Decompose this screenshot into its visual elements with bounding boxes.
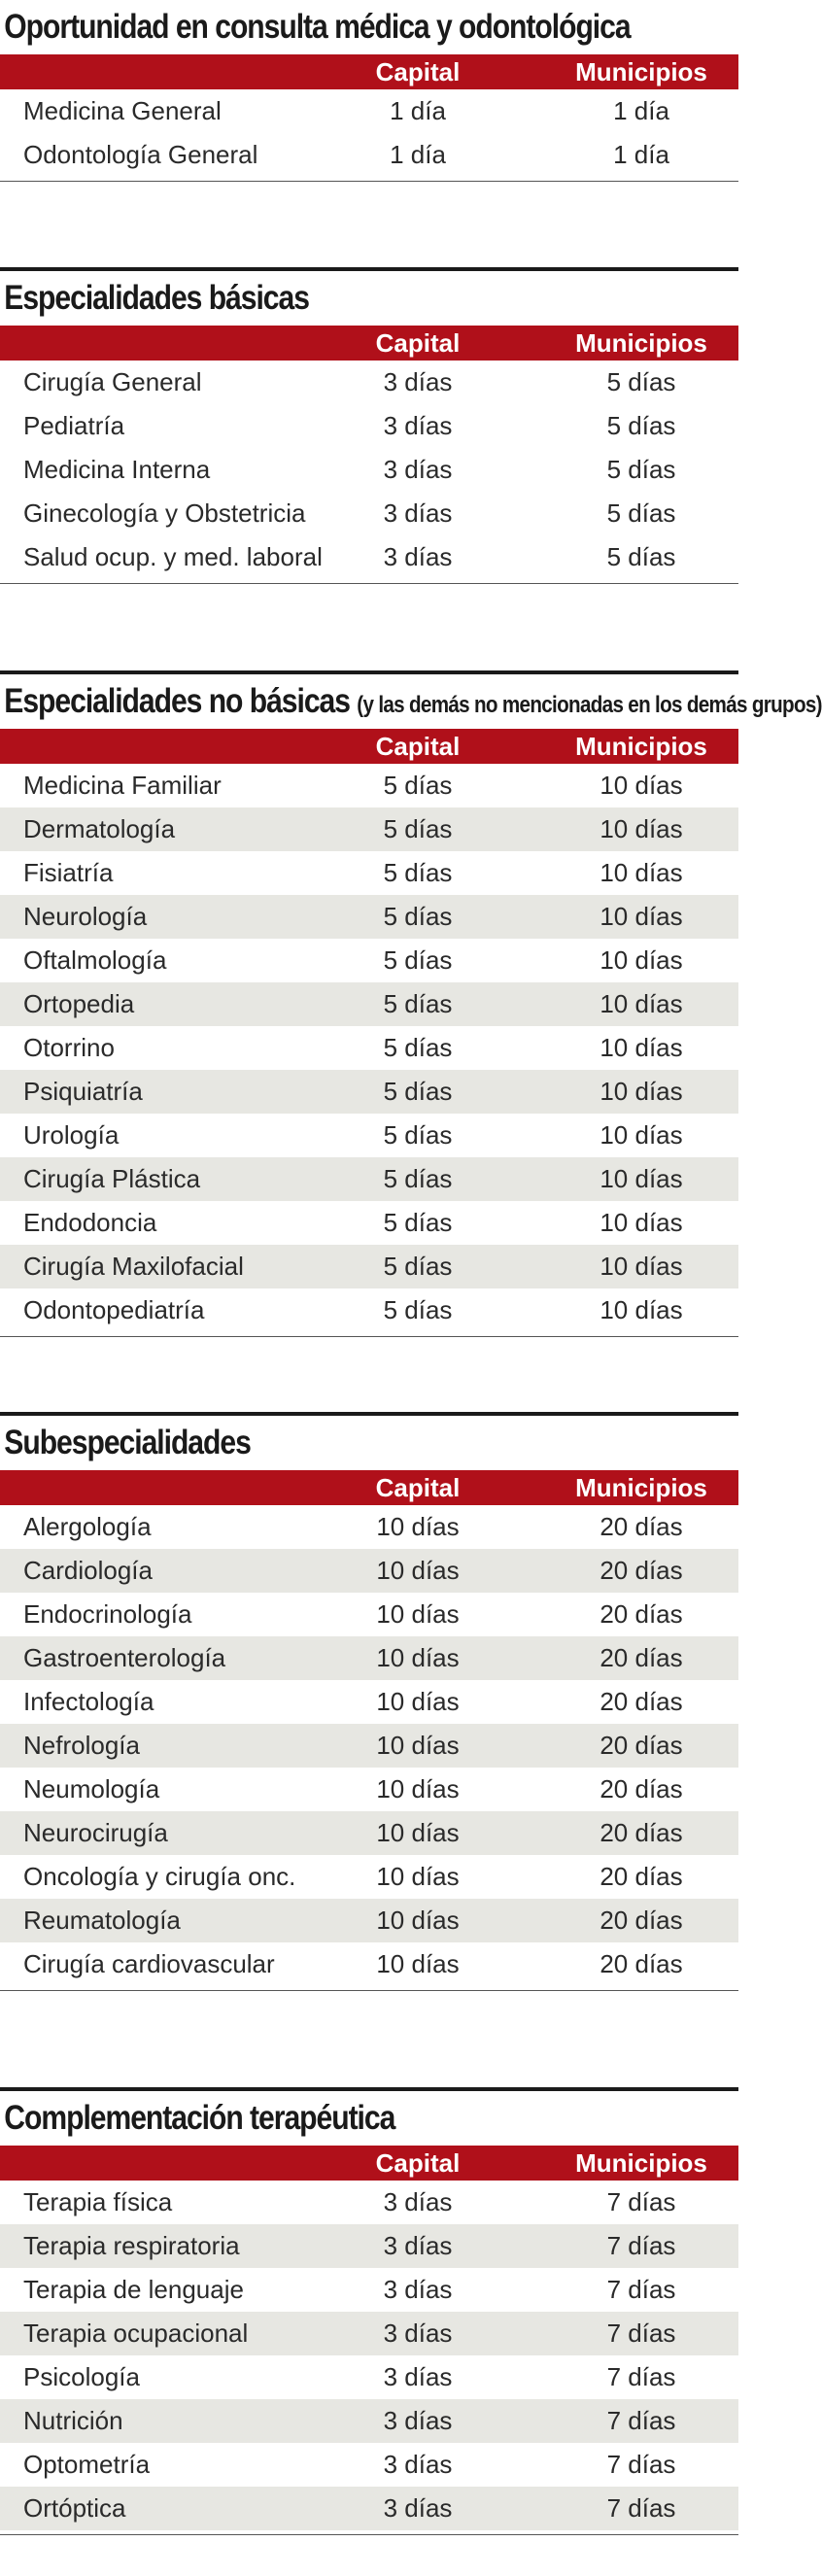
table-row <box>0 1245 738 1288</box>
municipios-days: 7 días <box>606 2450 676 2479</box>
table-row <box>0 2268 738 2312</box>
capital-days: 3 días <box>383 2275 453 2304</box>
municipios-days: 10 días <box>599 1164 683 1193</box>
capital-days: 3 días <box>383 367 453 396</box>
specialty-name: Infectología <box>23 1687 154 1716</box>
municipios-days: 20 días <box>599 1906 683 1935</box>
table-row <box>0 448 738 492</box>
section-title <box>0 2091 635 2146</box>
municipios-days: 10 días <box>599 945 683 975</box>
table-header <box>0 54 738 89</box>
municipios-days: 7 días <box>606 2318 676 2348</box>
specialty-name: Cirugía Plástica <box>23 1164 201 1193</box>
specialty-name: Pediatría <box>23 411 125 440</box>
section-title <box>0 1416 635 1470</box>
table-row <box>0 361 738 404</box>
capital-days: 1 día <box>390 96 446 125</box>
capital-days: 10 días <box>376 1818 460 1847</box>
table-row <box>0 2399 738 2443</box>
table-row <box>0 1636 738 1680</box>
capital-days: 5 días <box>383 1077 453 1106</box>
capital-days: 5 días <box>383 1120 453 1150</box>
capital-days: 10 días <box>376 1643 460 1672</box>
capital-days: 10 días <box>376 1687 460 1716</box>
specialty-name: Ortóptica <box>23 2493 126 2523</box>
section-2 <box>0 267 738 584</box>
municipios-days: 1 día <box>613 96 669 125</box>
section-3 <box>0 670 822 1337</box>
specialty-name: Terapia respiratoria <box>23 2231 240 2260</box>
municipios-days: 1 día <box>613 140 669 169</box>
municipios-days: 20 días <box>599 1731 683 1760</box>
section-title-text: Oportunidad en consulta médica y odontológica <box>4 8 631 46</box>
capital-days: 3 días <box>383 2187 453 2216</box>
specialty-name: Odontología General <box>23 140 258 169</box>
municipios-days: 10 días <box>599 814 683 843</box>
capital-days: 3 días <box>383 455 453 484</box>
table-row <box>0 982 738 1026</box>
table-row <box>0 1899 738 1942</box>
table-row <box>0 1505 738 1549</box>
specialty-name: Terapia ocupacional <box>23 2318 249 2348</box>
section-4 <box>0 1412 738 1991</box>
municipios-days: 10 días <box>599 1120 683 1150</box>
specialty-name: Psicología <box>23 2362 140 2391</box>
specialty-name: Cirugía Maxilofacial <box>23 1252 244 1281</box>
table-row <box>0 1593 738 1636</box>
capital-days: 10 días <box>376 1731 460 1760</box>
municipios-days: 7 días <box>606 2231 676 2260</box>
specialty-name: Oftalmología <box>23 945 167 975</box>
specialty-name: Optometría <box>23 2450 151 2479</box>
table-row <box>0 939 738 982</box>
municipios-days: 5 días <box>606 367 676 396</box>
municipios-days: 20 días <box>599 1818 683 1847</box>
municipios-days: 10 días <box>599 1033 683 1062</box>
capital-days: 5 días <box>383 989 453 1018</box>
capital-days: 10 días <box>376 1906 460 1935</box>
table-row <box>0 1157 738 1201</box>
table-row <box>0 2487 738 2530</box>
specialty-name: Fisiatría <box>23 858 114 887</box>
municipios-days: 20 días <box>599 1599 683 1629</box>
table-row <box>0 404 738 448</box>
table-row <box>0 1549 738 1593</box>
section-bottom-rule <box>0 2534 738 2535</box>
table-row <box>0 1288 738 1332</box>
table-row <box>0 2181 738 2224</box>
section-title <box>0 271 635 326</box>
table-row <box>0 851 738 895</box>
specialty-name: Neumología <box>23 1774 160 1803</box>
capital-days: 3 días <box>383 2318 453 2348</box>
municipios-days: 7 días <box>606 2406 676 2435</box>
capital-days: 5 días <box>383 814 453 843</box>
column-header-capital: Capital <box>375 328 461 358</box>
specialty-name: Endodoncia <box>23 1208 157 1237</box>
section-bottom-rule <box>0 181 738 182</box>
municipios-days: 10 días <box>599 989 683 1018</box>
capital-days: 3 días <box>383 542 453 571</box>
specialty-name: Cirugía cardiovascular <box>23 1949 275 1978</box>
specialty-name: Urología <box>23 1120 120 1150</box>
municipios-days: 5 días <box>606 411 676 440</box>
section-title-text: Complementación terapéutica <box>4 2099 395 2137</box>
specialty-name: Gastroenterología <box>23 1643 226 1672</box>
capital-days: 5 días <box>383 902 453 931</box>
column-header-municipios: Municipios <box>575 1473 707 1502</box>
table-row <box>0 2443 738 2487</box>
specialty-name: Nefrología <box>23 1731 140 1760</box>
capital-days: 3 días <box>383 2362 453 2391</box>
column-header-municipios: Municipios <box>575 57 707 86</box>
section-1 <box>0 0 738 182</box>
table-header <box>0 729 738 764</box>
section-title-text: Subespecialidades <box>4 1424 251 1461</box>
specialty-name: Terapia física <box>23 2187 173 2216</box>
column-header-capital: Capital <box>375 732 461 761</box>
column-header-capital: Capital <box>375 2148 461 2178</box>
capital-days: 3 días <box>383 2231 453 2260</box>
municipios-days: 5 días <box>606 542 676 571</box>
municipios-days: 20 días <box>599 1643 683 1672</box>
capital-days: 3 días <box>383 2406 453 2435</box>
specialty-name: Ortopedia <box>23 989 135 1018</box>
section-title-text: Especialidades básicas <box>4 279 309 317</box>
specialty-name: Alergología <box>23 1512 152 1541</box>
column-header-municipios: Municipios <box>575 732 707 761</box>
municipios-days: 10 días <box>599 1208 683 1237</box>
capital-days: 5 días <box>383 1295 453 1324</box>
table-row <box>0 1026 738 1070</box>
specialty-name: Medicina Familiar <box>23 771 222 800</box>
municipios-days: 20 días <box>599 1949 683 1978</box>
municipios-days: 10 días <box>599 902 683 931</box>
table-row <box>0 89 738 133</box>
municipios-days: 7 días <box>606 2362 676 2391</box>
specialty-name: Otorrino <box>23 1033 115 1062</box>
table-header <box>0 1470 738 1505</box>
table-row <box>0 2224 738 2268</box>
capital-days: 5 días <box>383 771 453 800</box>
municipios-days: 5 días <box>606 498 676 528</box>
specialty-name: Psiquiatría <box>23 1077 143 1106</box>
specialty-name: Dermatología <box>23 814 176 843</box>
specialty-name: Nutrición <box>23 2406 123 2435</box>
section-title <box>0 0 635 54</box>
capital-days: 5 días <box>383 1033 453 1062</box>
municipios-days: 5 días <box>606 455 676 484</box>
capital-days: 5 días <box>383 945 453 975</box>
table-row <box>0 1680 738 1724</box>
table-header <box>0 2146 738 2181</box>
section-bottom-rule <box>0 1990 738 1991</box>
municipios-days: 20 días <box>599 1512 683 1541</box>
municipios-days: 7 días <box>606 2275 676 2304</box>
table-row <box>0 1855 738 1899</box>
column-header-municipios: Municipios <box>575 2148 707 2178</box>
municipios-days: 10 días <box>599 771 683 800</box>
capital-days: 3 días <box>383 498 453 528</box>
capital-days: 5 días <box>383 1208 453 1237</box>
section-title-text: Especialidades no básicas <box>4 682 350 720</box>
capital-days: 10 días <box>376 1774 460 1803</box>
specialty-name: Cirugía General <box>23 367 202 396</box>
capital-days: 3 días <box>383 411 453 440</box>
table-row <box>0 1724 738 1768</box>
specialty-name: Odontopediatría <box>23 1295 205 1324</box>
capital-days: 10 días <box>376 1949 460 1978</box>
section-5 <box>0 2087 738 2535</box>
specialty-name: Oncología y cirugía onc. <box>23 1862 296 1891</box>
table-row <box>0 807 738 851</box>
municipios-days: 7 días <box>606 2493 676 2523</box>
table-row <box>0 895 738 939</box>
capital-days: 5 días <box>383 1252 453 1281</box>
specialty-name: Endocrinología <box>23 1599 192 1629</box>
table-header <box>0 326 738 361</box>
table-row <box>0 1114 738 1157</box>
municipios-days: 20 días <box>599 1687 683 1716</box>
table-row <box>0 2312 738 2355</box>
municipios-days: 10 días <box>599 1252 683 1281</box>
table-row <box>0 1201 738 1245</box>
specialty-name: Salud ocup. y med. laboral <box>23 542 323 571</box>
table-row <box>0 133 738 177</box>
table-row <box>0 2355 738 2399</box>
capital-days: 10 días <box>376 1862 460 1891</box>
table-row <box>0 1811 738 1855</box>
capital-days: 3 días <box>383 2450 453 2479</box>
section-title <box>0 674 822 729</box>
capital-days: 10 días <box>376 1599 460 1629</box>
table-row <box>0 764 738 807</box>
table-row <box>0 535 738 579</box>
municipios-days: 20 días <box>599 1862 683 1891</box>
column-header-capital: Capital <box>375 57 461 86</box>
specialty-name: Ginecología y Obstetricia <box>23 498 306 528</box>
specialty-name: Medicina General <box>23 96 222 125</box>
municipios-days: 7 días <box>606 2187 676 2216</box>
section-subtitle: (y las demás no mencionadas en los demás grupos) <box>357 692 822 718</box>
column-header-capital: Capital <box>375 1473 461 1502</box>
municipios-days: 10 días <box>599 1077 683 1106</box>
specialty-name: Reumatología <box>23 1906 181 1935</box>
section-bottom-rule <box>0 583 738 584</box>
capital-days: 5 días <box>383 1164 453 1193</box>
table-row <box>0 1070 738 1114</box>
table-row <box>0 1768 738 1811</box>
specialty-name: Cardiología <box>23 1556 153 1585</box>
section-bottom-rule <box>0 1336 738 1337</box>
municipios-days: 20 días <box>599 1556 683 1585</box>
municipios-days: 20 días <box>599 1774 683 1803</box>
specialty-name: Terapia de lenguaje <box>23 2275 244 2304</box>
municipios-days: 10 días <box>599 1295 683 1324</box>
capital-days: 3 días <box>383 2493 453 2523</box>
municipios-days: 10 días <box>599 858 683 887</box>
capital-days: 10 días <box>376 1512 460 1541</box>
specialty-name: Medicina Interna <box>23 455 211 484</box>
capital-days: 5 días <box>383 858 453 887</box>
specialty-name: Neurocirugía <box>23 1818 168 1847</box>
capital-days: 1 día <box>390 140 446 169</box>
specialty-name: Neurología <box>23 902 148 931</box>
column-header-municipios: Municipios <box>575 328 707 358</box>
table-row <box>0 492 738 535</box>
table-row <box>0 1942 738 1986</box>
capital-days: 10 días <box>376 1556 460 1585</box>
